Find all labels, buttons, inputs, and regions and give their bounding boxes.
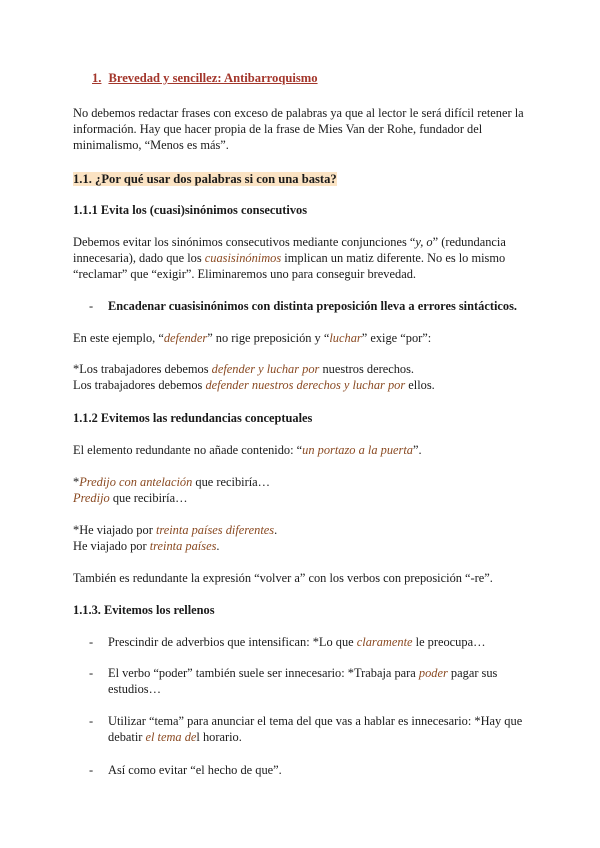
text-run: Prescindir de adverbios que intensifican: *Lo que bbox=[108, 635, 357, 649]
text-run: ellos. bbox=[405, 378, 435, 392]
example-italic: treinta países diferentes bbox=[155, 523, 275, 537]
example-3 bbox=[73, 522, 533, 554]
redundante-paragraph bbox=[73, 442, 533, 458]
text-run: le preocupa… bbox=[412, 635, 486, 649]
text-run: ” (redundancia innecesaria), dado que los bbox=[73, 235, 506, 265]
text-run: implican un matiz diferente. No es lo mismo “reclamar” que “exigir”. Eliminaremos uno para conseguir brevedad. bbox=[73, 251, 506, 281]
heading-1-text: Brevedad y sencillez: Antibarroquismo bbox=[108, 71, 318, 85]
example-italic: el tema de bbox=[145, 730, 197, 744]
conjunction-term: y, o bbox=[415, 235, 433, 249]
example-2-wrong bbox=[73, 474, 533, 490]
bullet-relleno-text bbox=[108, 665, 529, 697]
text-run: Así como evitar “el hecho de que”. bbox=[108, 763, 282, 777]
section-1-1-2-heading: 1.1.2 Evitemos las redundancias conceptuales bbox=[73, 411, 313, 425]
example-2 bbox=[73, 474, 533, 506]
bullet-dash: - bbox=[89, 635, 94, 649]
heading-1-number: 1. bbox=[92, 71, 102, 85]
section-1-1-highlight: 1.1. ¿Por qué usar dos palabras si con una basta? bbox=[73, 172, 337, 186]
text-run: *Los trabajadores debemos bbox=[73, 362, 212, 376]
text-run: . bbox=[274, 523, 278, 537]
example-3-wrong bbox=[73, 522, 533, 538]
bullet-dash: - bbox=[89, 714, 94, 728]
text-run: ” exige “por”: bbox=[361, 331, 432, 345]
luchar-term: luchar bbox=[329, 331, 362, 345]
sinonimos-paragraph bbox=[73, 234, 533, 282]
bullet-relleno-4 bbox=[89, 762, 529, 778]
heading-1 bbox=[92, 70, 552, 86]
section-1-1-3-heading: 1.1.3. Evitemos los rellenos bbox=[73, 603, 215, 617]
example-2-right bbox=[73, 490, 533, 506]
example-italic: defender y luchar por bbox=[211, 362, 320, 376]
text-run: El elemento redundante no añade contenido: “ bbox=[73, 443, 303, 457]
ejemplo-paragraph bbox=[73, 330, 533, 346]
bullet-relleno-3 bbox=[89, 713, 529, 745]
text-run: Utilizar “tema” para anunciar el tema del que vas a hablar es innecesario: *Hay que debatir bbox=[108, 714, 523, 744]
bullet-relleno-1 bbox=[89, 634, 529, 650]
intro-paragraph: No debemos redactar frases con exceso de palabras ya que al lector le será difícil retener la información. Hay que hacer propia de la frase de Mies Van der Rohe, fundador del minimalismo, “Menos es más”. bbox=[73, 106, 524, 152]
bullet-relleno-text bbox=[108, 713, 529, 745]
text-run: ”. bbox=[412, 443, 422, 457]
section-1-1-1-heading: 1.1.1 Evita los (cuasi)sinónimos consecutivos bbox=[73, 203, 308, 217]
example-italic: Predijo bbox=[73, 491, 110, 505]
text-run: . bbox=[216, 539, 220, 553]
text-run: Los trabajadores debemos bbox=[73, 378, 206, 392]
text-run: que recibiría… bbox=[109, 491, 188, 505]
text-run: * bbox=[73, 475, 80, 489]
bullet-encadenar-text: Encadenar cuasisinónimos con distinta preposición lleva a errores sintácticos. bbox=[108, 299, 518, 313]
portazo-example: un portazo a la puerta bbox=[302, 443, 413, 457]
example-italic: Predijo con antelación bbox=[79, 475, 193, 489]
text-run: que recibiría… bbox=[192, 475, 271, 489]
volver-paragraph: También es redundante la expresión “volver a” con los verbos con preposición “-re”. bbox=[73, 571, 493, 585]
text-run: l horario. bbox=[196, 730, 242, 744]
example-1-wrong bbox=[73, 361, 533, 377]
text-run: Debemos evitar los sinónimos consecutivos mediante conjunciones “ bbox=[73, 235, 416, 249]
text-run: *He viajado por bbox=[73, 523, 156, 537]
section-1-1-heading bbox=[73, 171, 533, 187]
bullet-encadenar bbox=[89, 298, 529, 314]
text-run: pagar sus estudios… bbox=[108, 666, 498, 696]
text-run: En este ejemplo, “ bbox=[73, 331, 164, 345]
cuasisinonimos-term: cuasisinónimos bbox=[204, 251, 282, 265]
example-3-right bbox=[73, 538, 533, 554]
example-italic: defender nuestros derechos y luchar por bbox=[205, 378, 406, 392]
bullet-dash: - bbox=[89, 666, 94, 680]
example-italic: claramente bbox=[356, 635, 413, 649]
text-run: nuestros derechos. bbox=[319, 362, 415, 376]
bullet-dash: - bbox=[89, 299, 94, 313]
example-italic: treinta países bbox=[149, 539, 217, 553]
bullet-relleno-text bbox=[108, 634, 529, 650]
example-1-right bbox=[73, 377, 533, 393]
bullet-dash: - bbox=[89, 763, 94, 777]
defender-term: defender bbox=[163, 331, 208, 345]
example-italic: poder bbox=[418, 666, 448, 680]
text-run: El verbo “poder” también suele ser innecesario: *Trabaja para bbox=[108, 666, 419, 680]
bullet-relleno-text bbox=[108, 762, 529, 778]
bullet-relleno-2 bbox=[89, 665, 529, 697]
example-1 bbox=[73, 361, 533, 393]
text-run: ” no rige preposición y “ bbox=[207, 331, 330, 345]
text-run: He viajado por bbox=[73, 539, 150, 553]
